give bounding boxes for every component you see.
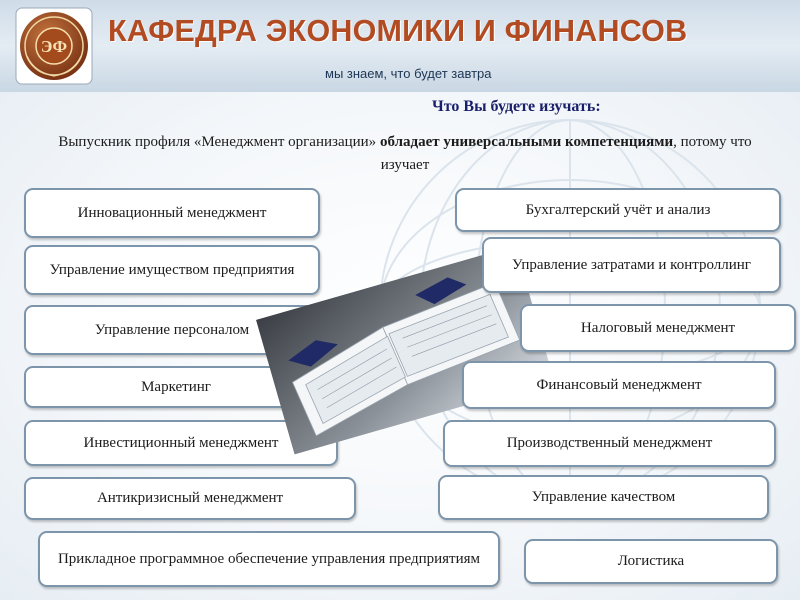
department-logo-icon	[14, 6, 94, 86]
subject-cost-management: Управление затратами и контроллинг	[482, 237, 781, 293]
subject-tax-management: Налоговый менеджмент	[520, 304, 796, 352]
subject-investment-management: Инвестиционный менеджмент	[24, 420, 338, 466]
subject-quality-management: Управление качеством	[438, 475, 769, 520]
subject-property-management: Управление имуществом предприятия	[24, 245, 320, 295]
subject-accounting-analysis: Бухгалтерский учёт и анализ	[455, 188, 781, 232]
subject-personnel-management: Управление персоналом	[24, 305, 320, 355]
subject-financial-management: Финансовый менеджмент	[462, 361, 776, 409]
subject-crisis-management: Антикризисный менеджмент	[24, 477, 356, 520]
header-banner	[0, 0, 800, 93]
department-title: КАФЕДРА ЭКОНОМИКИ И ФИНАНСОВ	[108, 14, 688, 48]
subject-logistics: Логистика	[524, 539, 778, 584]
intro-paragraph	[40, 131, 770, 177]
logo-monogram: ЭФ	[40, 37, 68, 56]
intro-text-start: Выпускник профиля «Менеджмент организации»	[58, 134, 380, 150]
department-tagline: мы знаем, что будет завтра	[325, 66, 492, 81]
subject-applied-software: Прикладное программное обеспечение управления предприятиям	[38, 531, 500, 587]
intro-text-end: , потому что изучает	[380, 134, 752, 173]
intro-text-emphasis: обладает универсальными компетенциями	[379, 134, 674, 150]
subject-marketing: Маркетинг	[24, 366, 328, 408]
subject-innovation-management: Инновационный менеджмент	[24, 188, 320, 238]
subject-production-management: Производственный менеджмент	[443, 420, 776, 467]
section-question: Что Вы будете изучать:	[432, 98, 601, 115]
